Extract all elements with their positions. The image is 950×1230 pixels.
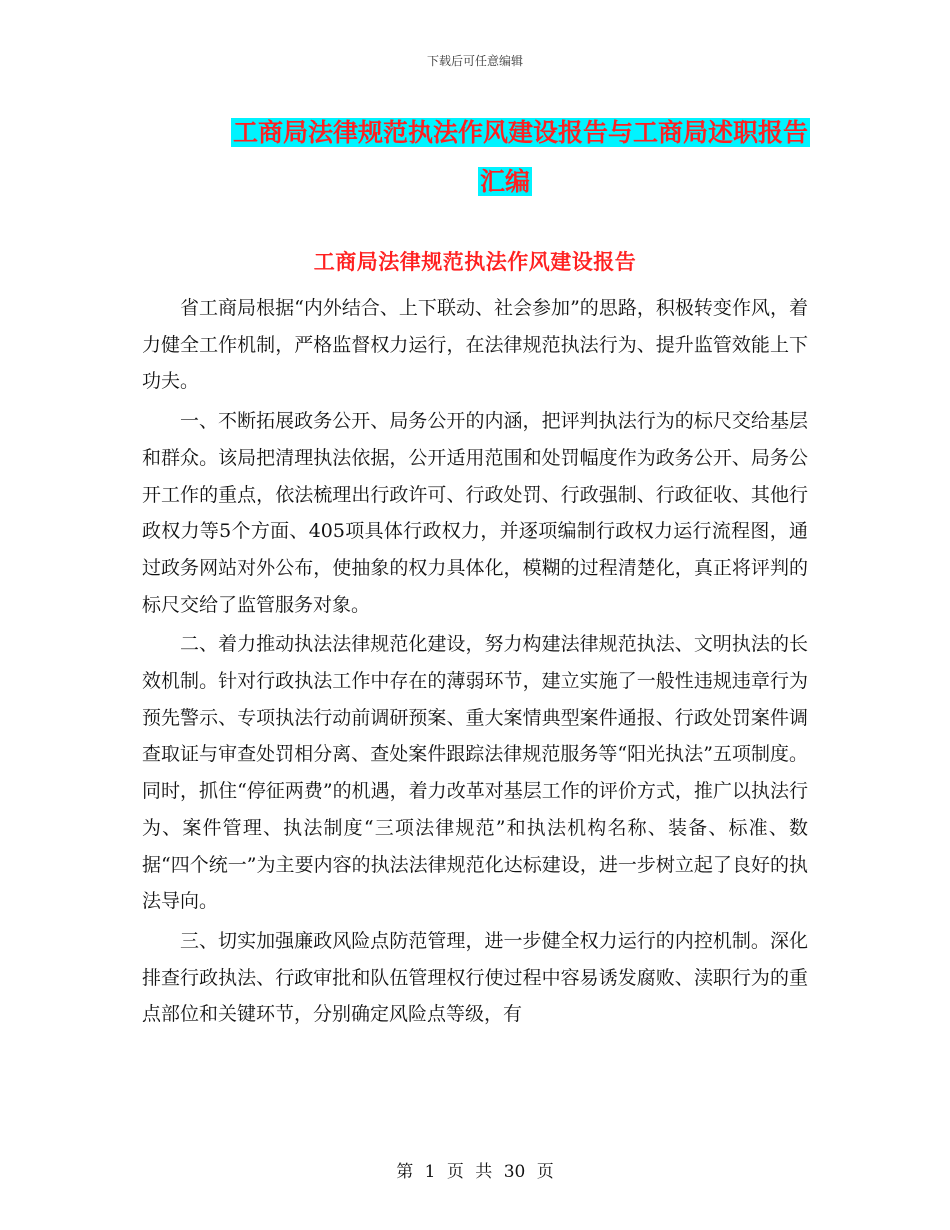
paragraph-two: 二、着力推动执法法律规范化建设，努力构建法律规范执法、文明执法的长效机制。针对行政执法工作中存在的薄弱环节，建立实施了一般性违规违章行为预先警示、专项执法行动前调研预案、重大案情典型案件通报、行政处罚案件调查取证与审查处罚相分离、查处案件跟踪法律规范服务等“阳光执法”五项制度。同时，抓住“停征两费”的机遇，着力改革对基层工作的评价方式，推广以执法行为、案件管理、执法制度“三项法律规范”和执法机构名称、装备、标准、数据“四个统一”为主要内容的执法法律规范化达标建设，进一步树立起了良好的执法导向。 xyxy=(142,633,808,913)
body-text xyxy=(142,290,808,1033)
section-title: 工商局法律规范执法作风建设报告 xyxy=(313,250,637,274)
paragraph-three: 三、切实加强廉政风险点防范管理，进一步健全权力运行的内控机制。深化排查行政执法、行政审批和队伍管理权行使过程中容易诱发腐败、渎职行为的重点部位和关键环节，分别确定风险点等级，有 xyxy=(142,929,808,1026)
document-title-line2: 汇编 xyxy=(479,167,530,196)
page-footer: 第 1 页 共 30 页 xyxy=(396,1162,554,1182)
document-title-line1: 工商局法律规范执法作风建设报告与工商局述职报告 xyxy=(232,118,808,147)
page-header-note: 下载后可任意编辑 xyxy=(426,54,523,68)
paragraph-one: 一、不断拓展政务公开、局务公开的内涵，把评判执法行为的标尺交给基层和群众。该局把清理执法依据，公开适用范围和处罚幅度作为政务公开、局务公开工作的重点，依法梳理出行政许可、行政处罚、行政强制、行政征收、其他行政权力等5个方面、405项具体行政权力，并逐项编制行政权力运行流程图，通过政务网站对外公布，使抽象的权力具体化，模糊的过程清楚化，真正将评判的标尺交给了监管服务对象。 xyxy=(142,410,808,616)
paragraph-intro: 省工商局根据“内外结合、上下联动、社会参加”的思路，积极转变作风，着力健全工作机制，严格监督权力运行，在法律规范执法行为、提升监管效能上下功夫。 xyxy=(142,297,808,393)
document-title xyxy=(140,108,810,206)
